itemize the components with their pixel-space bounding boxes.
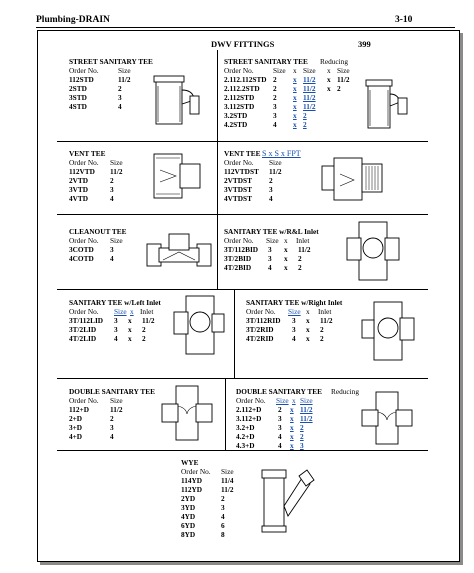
col-order-no: Order No. (224, 236, 254, 245)
size: 11/2 (110, 167, 123, 176)
divider (234, 289, 235, 378)
col-order-no: Order No. (69, 396, 99, 405)
x-sep: x (293, 102, 297, 111)
size: 11/2 (303, 102, 316, 111)
size: 3 (114, 325, 118, 334)
section-title: CLEANOUT TEE (69, 227, 127, 236)
x-sep: x (128, 334, 132, 343)
x-sep: x (327, 84, 331, 93)
col-order-no: Order No. (224, 158, 254, 167)
section-title: WYE (181, 458, 199, 467)
order-no: 4VTD (69, 194, 89, 203)
size: 8 (221, 530, 225, 539)
order-no: 3VTD (69, 185, 89, 194)
x-sep: x (290, 432, 294, 441)
col-size: Size (276, 396, 289, 405)
order-no: 2.112+D (236, 405, 262, 414)
size: 3 (118, 93, 122, 102)
divider (217, 214, 218, 289)
divider (217, 50, 218, 214)
col-size: Size (118, 66, 131, 75)
col-order-no: Order No. (69, 307, 99, 316)
inlet: 2 (320, 334, 324, 343)
section-title: SANITARY TEE w/Right Inlet (246, 298, 343, 307)
x-sep: x (293, 84, 297, 93)
order-no: 3.112+D (236, 414, 262, 423)
size: 3 (110, 185, 114, 194)
street-sanitary-tee-reducing-drawing (358, 76, 413, 136)
col-size: Size (300, 396, 313, 405)
size: 11/2 (110, 405, 123, 414)
size: 11/4 (221, 476, 234, 485)
order-no: 112YD (181, 485, 203, 494)
section-subtitle: Reducing (331, 387, 359, 396)
col-x: x (293, 66, 297, 75)
size: 11/2 (337, 75, 350, 84)
order-no: 3T/112LID (69, 316, 104, 325)
inlet: 11/2 (298, 245, 311, 254)
size: 3 (273, 111, 277, 120)
order-no: 2YD (181, 494, 196, 503)
col-size: Size (303, 66, 316, 75)
size: 2 (278, 405, 282, 414)
size: 3 (300, 441, 304, 450)
x-sep: x (327, 75, 331, 84)
order-no: 3T/2BID (224, 254, 252, 263)
wye-drawing (258, 466, 318, 536)
size: 11/2 (221, 485, 234, 494)
size: 11/2 (300, 405, 313, 414)
col-size: Size (288, 307, 301, 316)
size: 2 (300, 432, 304, 441)
order-no: 3T/2LID (69, 325, 97, 334)
col-order-no: Order No. (224, 66, 254, 75)
order-no: 4+D (69, 432, 83, 441)
size: 11/2 (303, 84, 316, 93)
col-order-no: Order No. (69, 66, 99, 75)
order-no: 8YD (181, 530, 196, 539)
size: 3 (110, 245, 114, 254)
col-inlet: Inlet (140, 307, 154, 316)
vent-tee-fpt-drawing (320, 152, 395, 207)
street-sanitary-tee-drawing (150, 74, 205, 134)
col-inlet: Inlet (296, 236, 310, 245)
size: 3 (292, 325, 296, 334)
order-no: 2STD (69, 84, 87, 93)
divider (57, 289, 428, 290)
order-no: 4.3+D (236, 441, 255, 450)
size: 2 (300, 423, 304, 432)
order-no: 114YD (181, 476, 203, 485)
x-sep: x (128, 316, 132, 325)
order-no: 3.2+D (236, 423, 255, 432)
col-x: x (306, 307, 310, 316)
size: 4 (268, 263, 272, 272)
x-sep: x (293, 120, 297, 129)
section-title: SANITARY TEE w/R&L Inlet (224, 227, 319, 236)
order-no: 2+D (69, 414, 83, 423)
x-sep: x (293, 75, 297, 84)
section-title: VENT TEE (224, 149, 261, 158)
inlet: 2 (142, 325, 146, 334)
order-no: 4.2STD (224, 120, 248, 129)
order-no: 4.2+D (236, 432, 255, 441)
size: 11/2 (118, 75, 131, 84)
col-size: Size (269, 158, 282, 167)
order-no: 2.112.112STD (224, 75, 267, 84)
size: 3 (278, 423, 282, 432)
x-sep: x (293, 111, 297, 120)
order-no: 3+D (69, 423, 83, 432)
order-no: 2VTDST (224, 176, 252, 185)
vent-tee-drawing (150, 150, 205, 205)
page-title: DWV FITTINGS (211, 39, 275, 49)
size: 3 (110, 423, 114, 432)
inlet: 2 (320, 325, 324, 334)
size: 4 (273, 120, 277, 129)
x-sep: x (284, 254, 288, 263)
x-sep: x (284, 245, 288, 254)
divider (57, 214, 428, 215)
col-size: Size (110, 396, 123, 405)
size: 4 (292, 334, 296, 343)
section-title: STREET SANITARY TEE (69, 57, 153, 66)
x-sep: x (306, 325, 310, 334)
order-no: 112VTDST (224, 167, 259, 176)
divider (57, 141, 428, 142)
order-no: 3T/112RID (246, 316, 281, 325)
size: 4 (278, 441, 282, 450)
col-order-no: Order No. (181, 467, 211, 476)
size: 2 (110, 176, 114, 185)
inlet: 11/2 (142, 316, 155, 325)
divider (57, 378, 428, 379)
x-sep: x (290, 405, 294, 414)
section-title: STREET SANITARY TEE (224, 57, 308, 66)
size: 6 (221, 521, 225, 530)
inlet: 2 (142, 334, 146, 343)
size: 4 (110, 254, 114, 263)
col-size: Size (114, 307, 127, 316)
order-no: 4COTD (69, 254, 94, 263)
order-no: 112+D (69, 405, 89, 414)
order-no: 3YD (181, 503, 196, 512)
x-sep: x (128, 325, 132, 334)
col-x: x (327, 66, 331, 75)
section-title: SANITARY TEE w/Left Inlet (69, 298, 161, 307)
size: 4 (221, 512, 225, 521)
header-rule (36, 27, 455, 28)
order-no: 4T/2BID (224, 263, 252, 272)
size: 2 (118, 84, 122, 93)
sanitary-tee-rl-inlet-drawing (343, 220, 408, 285)
size: 4 (114, 334, 118, 343)
col-order-no: Order No. (236, 396, 266, 405)
size: 2 (110, 414, 114, 423)
size: 2 (269, 176, 273, 185)
size: 4 (118, 102, 122, 111)
size: 11/2 (303, 75, 316, 84)
size: 3 (221, 503, 225, 512)
size: 2 (273, 84, 277, 93)
inlet: 2 (298, 263, 302, 272)
inlet: 2 (298, 254, 302, 263)
order-no: 3COTD (69, 245, 94, 254)
order-no: 112STD (69, 75, 94, 84)
size: 3 (268, 254, 272, 263)
order-no: 2.112STD (224, 93, 255, 102)
size: 3 (268, 245, 272, 254)
x-sep: x (306, 316, 310, 325)
order-no: 4VTDST (224, 194, 252, 203)
inlet: 11/2 (320, 316, 333, 325)
section-spec: S x S x FPT (262, 149, 301, 158)
x-sep: x (306, 334, 310, 343)
header-right: 3-10 (395, 15, 413, 25)
double-sanitary-tee-drawing (158, 384, 218, 444)
col-inlet: Inlet (318, 307, 332, 316)
section-title: DOUBLE SANITARY TEE (69, 387, 155, 396)
order-no: 3STD (69, 93, 87, 102)
x-sep: x (290, 441, 294, 450)
order-no: 4YD (181, 512, 196, 521)
size: 4 (110, 194, 114, 203)
size: 2 (221, 494, 225, 503)
order-no: 4T/2RID (246, 334, 274, 343)
size: 3 (269, 185, 273, 194)
col-x: x (130, 307, 134, 316)
order-no: 3.2STD (224, 111, 248, 120)
x-sep: x (290, 423, 294, 432)
section-subtitle: Reducing (320, 57, 348, 66)
col-order-no: Order No. (69, 158, 99, 167)
size: 11/2 (269, 167, 282, 176)
order-no: 3T/2RID (246, 325, 274, 334)
order-no: 4STD (69, 102, 87, 111)
size: 2 (273, 75, 277, 84)
order-no: 4T/2LID (69, 334, 97, 343)
col-size: Size (221, 467, 234, 476)
order-no: 2.112.2STD (224, 84, 260, 93)
col-size: Size (110, 236, 123, 245)
page-number: 399 (358, 39, 371, 49)
size: 4 (110, 432, 114, 441)
col-size: Size (337, 66, 350, 75)
col-x: x (284, 236, 288, 245)
col-x: x (292, 396, 296, 405)
section-title: DOUBLE SANITARY TEE (236, 387, 322, 396)
sanitary-tee-right-inlet-drawing (360, 300, 418, 366)
size: 11/2 (303, 93, 316, 102)
order-no: 112VTD (69, 167, 95, 176)
size: 4 (269, 194, 273, 203)
size: 3 (114, 316, 118, 325)
order-no: 3VTDST (224, 185, 252, 194)
cleanout-tee-drawing (145, 230, 215, 275)
order-no: 3.112STD (224, 102, 255, 111)
col-size: Size (110, 158, 123, 167)
col-order-no: Order No. (69, 236, 99, 245)
col-order-no: Order No. (246, 307, 276, 316)
size: 2 (273, 93, 277, 102)
double-sanitary-tee-reducing-drawing (356, 390, 418, 448)
x-sep: x (293, 93, 297, 102)
size: 2 (303, 111, 307, 120)
size: 3 (278, 414, 282, 423)
size: 4 (278, 432, 282, 441)
sanitary-tee-left-inlet-drawing (172, 294, 230, 360)
divider (225, 378, 226, 450)
size: 11/2 (300, 414, 313, 423)
size: 3 (292, 316, 296, 325)
size: 2 (303, 120, 307, 129)
x-sep: x (290, 414, 294, 423)
order-no: 2VTD (69, 176, 89, 185)
x-sep: x (284, 263, 288, 272)
col-size: Size (266, 236, 279, 245)
section-title: VENT TEE (69, 149, 106, 158)
col-size: Size (273, 66, 286, 75)
order-no: 3T/112BID (224, 245, 259, 254)
size: 2 (337, 84, 341, 93)
size: 3 (273, 102, 277, 111)
header-left: Plumbing-DRAIN (36, 15, 110, 25)
order-no: 6YD (181, 521, 196, 530)
